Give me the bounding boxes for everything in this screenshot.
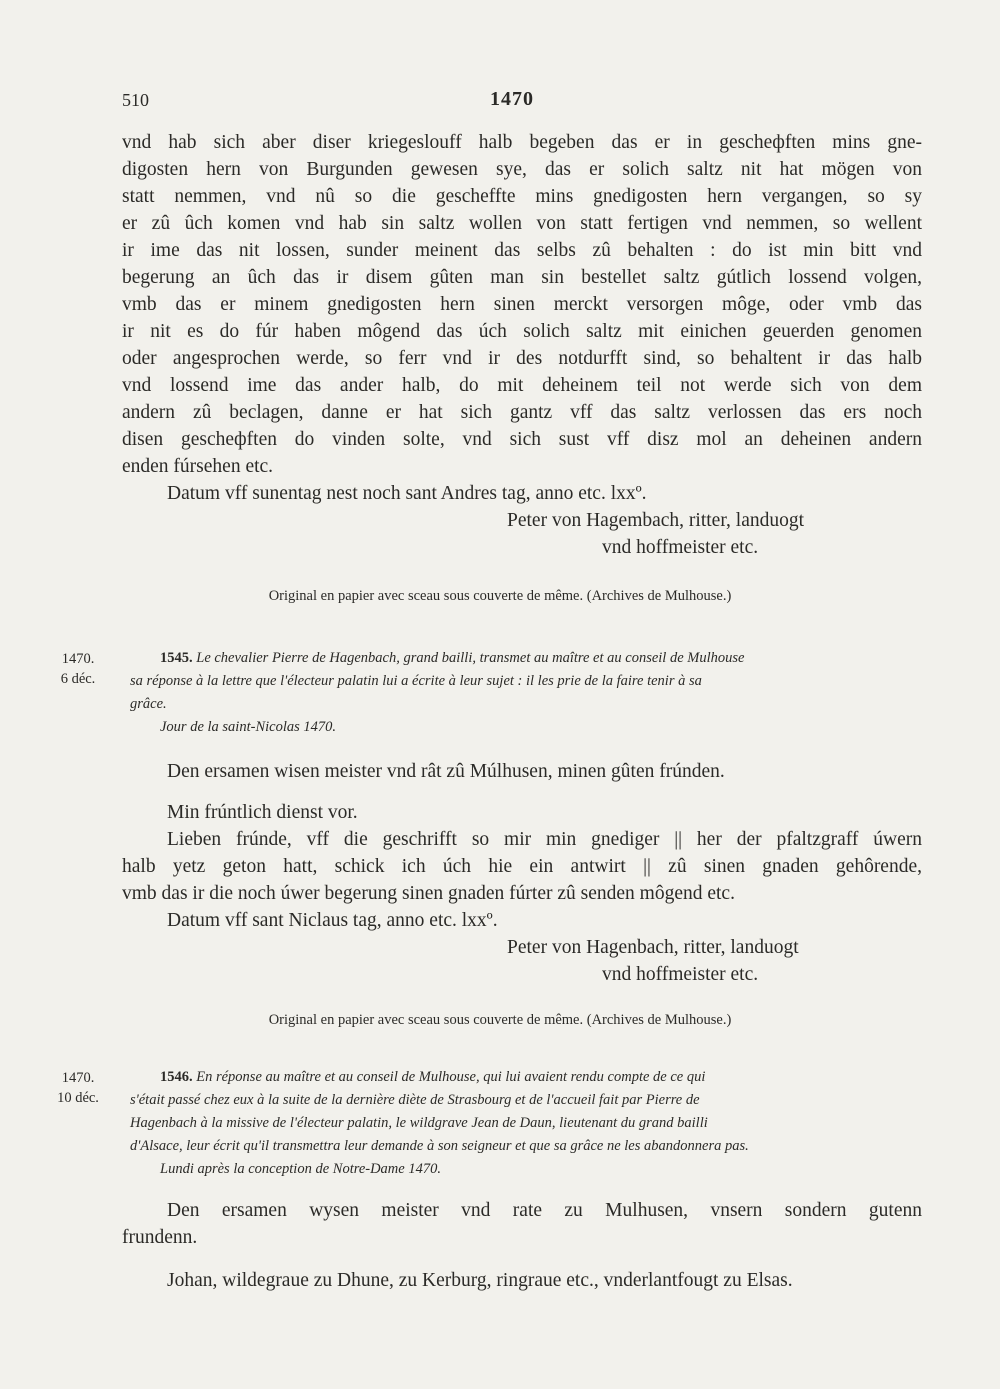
signature-name: Peter von Hagembach, ritter, landuogt <box>507 510 805 531</box>
text-line: ir nit es do fúr haben môgend das úch solich saltz mit einichen geuerden genomen <box>122 321 922 342</box>
entry-1546-summary: 1546. En réponse au maître et au conseil de Mulhouse, qui lui avaient rendu compte de ce qui s'était passé chez eux à la suite de la dernière diète de Strasbourg et de l'accueil fait par Pierre de Hagenbach à la missive de l'électeur palatin, le wildgrave Jean de Daun, lieutenant du grand bailli d'Alsace, leur écrit qu'il transmettra leur demande à son seigneur et que sa grâce ne les abandonnera pas. Lundi après la conception de Notre-Dame 1470. <box>130 1066 915 1181</box>
text-line: er zû ûch komen vnd hab sin saltz wollen von statt fertigen vnd nemmen, so wellent <box>122 213 922 234</box>
dateline: Jour de la saint-Nicolas 1470. <box>160 719 337 735</box>
greeting: Min frúntlich dienst vor. <box>167 802 358 823</box>
text-line: disen gescheфften do vinden solte, vnd sich sust vff disz mol an deheinen andern <box>122 429 922 450</box>
margin-date-1546: 1470. 10 déc. <box>57 1070 99 1106</box>
source-note: Original en papier avec sceau sous couverte de même. (Archives de Mulhouse.) <box>268 588 732 604</box>
signature-name: Peter von Hagenbach, ritter, landuogt <box>507 937 799 958</box>
text-line: vnd lossend ime das ander halb, do mit deheinem teil not werde sich von dem <box>122 375 922 396</box>
dateline: Lundi après la conception de Notre-Dame 1470. <box>160 1161 441 1177</box>
signature-title: vnd hoffmeister etc. <box>602 537 759 558</box>
address: frundenn. <box>122 1227 198 1248</box>
letter-1546-body <box>122 1197 922 1294</box>
letter-1544-body <box>122 129 922 561</box>
letter-1545-body <box>122 758 922 988</box>
entry-1545-summary: 1545. Le chevalier Pierre de Hagenbach, grand bailli, transmet au maître et au conseil de Mulhouse sa réponse à la lettre que l'électeur palatin lui a écrite à leur sujet : il les prie de la faire tenir à sa grâce. Jour de la saint-Nicolas 1470. <box>130 647 915 739</box>
running-head-year: 1470 <box>490 88 534 110</box>
text-line: andern zû beclagen, danne er hat sich gantz vff das saltz verlossen das ers noch <box>122 402 922 423</box>
text-line: vmb das er minem gnedigosten hern sinen merckt versorgen môge, oder vmb das <box>122 294 922 315</box>
source-note: Original en papier avec sceau sous couverte de même. (Archives de Mulhouse.) <box>268 1012 732 1028</box>
text-line: halb yetz geton hatt, schick ich úch hie ein antwirt || zû sinen gnaden gehôrende, <box>122 856 922 877</box>
text-line: begerung an ûch das ir disem gûten man sin bestellet saltz gútlich lossend volgen, <box>122 267 922 288</box>
entry-number: 1545. <box>160 650 193 666</box>
margin-date-1545: 1470. 6 déc. <box>60 651 96 687</box>
letter-date: Datum vff sant Niclaus tag, anno etc. lxxº. <box>167 910 498 931</box>
text-line: vmb das ir die noch úwer begerung sinen gnaden fúrter zû senden môgend etc. <box>122 883 735 904</box>
text-line: ir ime das nit lossen, sunder meinent das selbs zû behalten : do ist min bitt vnd <box>122 240 922 261</box>
sender: Johan, wildegraue zu Dhune, zu Kerburg, ringraue etc., vnderlantfougt zu Elsas. <box>167 1270 793 1291</box>
text-line: vnd hab sich aber diser kriegeslouff halb begeben das er in gescheфften mins gne- <box>122 132 922 153</box>
text-line: statt nemmen, vnd nû so die gescheffte mins gnedigosten hern vergangen, so sy <box>122 186 922 207</box>
entry-number: 1546. <box>160 1069 193 1085</box>
signature-title: vnd hoffmeister etc. <box>602 964 759 985</box>
letter-date: Datum vff sunentag nest noch sant Andres tag, anno etc. lxxº. <box>167 483 647 504</box>
text-line: enden fúrsehen etc. <box>122 456 274 477</box>
address: Den ersamen wisen meister vnd rât zû Múlhusen, minen gûten frúnden. <box>167 761 725 782</box>
text-line: oder angesprochen werde, so ferr vnd ir des notdurfft sind, so behaltent ir das halb <box>122 348 922 369</box>
address: Den ersamen wysen meister vnd rate zu Mulhusen, vnsern sondern gutenn <box>167 1200 922 1221</box>
text-line: Lieben frúnde, vff die geschrifft so mir min gnediger || her der pfaltzgraff úwern <box>167 829 922 850</box>
text-line: digosten hern von Burgunden gewesen sye, das er solich saltz nit hat mögen von <box>122 159 922 180</box>
page-number: 510 <box>122 90 149 110</box>
